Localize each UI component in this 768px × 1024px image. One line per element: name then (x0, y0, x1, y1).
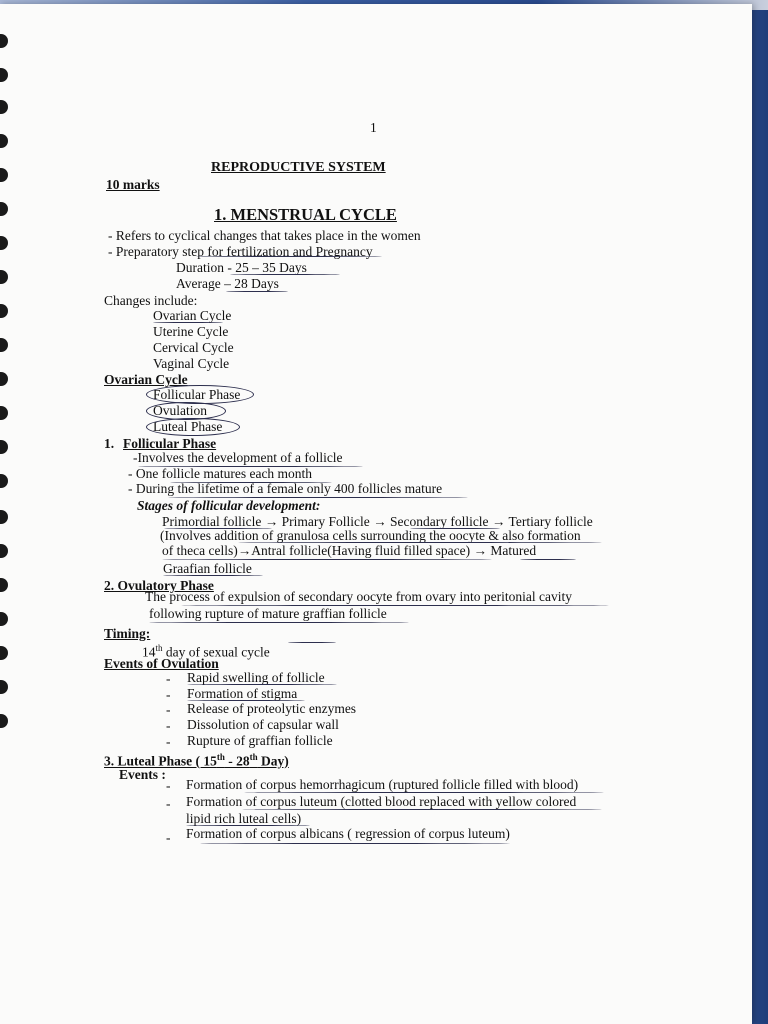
ovarian-phase-item: Ovulation (153, 403, 207, 418)
luteal-event-item: lipid rich luteal cells) (186, 811, 302, 826)
luteal-event-item: Formation of corpus albicans ( regression of corpus luteum) (186, 826, 510, 841)
list-bullet: - (166, 734, 171, 749)
list-bullet: - (166, 718, 171, 733)
ovarian-cycle-heading: Ovarian Cycle (104, 372, 188, 387)
pen-circle (146, 418, 240, 436)
change-item: Ovarian Cycle (153, 308, 232, 323)
luteal-events-label: Events : (119, 767, 166, 782)
list-bullet: - (166, 796, 171, 811)
ovarian-phase-item: Follicular Phase (153, 387, 241, 402)
ovarian-phase-item: Luteal Phase (153, 419, 223, 434)
event-item: Rupture of graffian follicle (187, 733, 333, 748)
pen-underline (196, 256, 382, 257)
stages-line: Primordial follicle → Primary Follicle → Secondary follicle → Tertiary follicle (162, 514, 593, 529)
follicular-heading-number: 1. (104, 436, 115, 451)
follicular-heading: Follicular Phase (123, 436, 217, 451)
pen-underline (170, 482, 332, 483)
text-line: - Refers to cyclical changes that takes place in the women (108, 228, 421, 243)
ovulatory-heading: 2. Ovulatory Phase (104, 578, 214, 593)
stages-line: (Involves addition of granulosa cells surrounding the oocyte & also formation (160, 528, 581, 543)
pen-underline (410, 528, 500, 529)
timing-heading: Timing: (104, 626, 151, 641)
stages-line: Graafian follicle (163, 561, 252, 576)
pen-underline (187, 684, 337, 685)
average-line: Average – 28 Days (176, 276, 279, 291)
spiral-binding-holes (0, 34, 16, 734)
duration-line: Duration - 25 – 35 Days (176, 260, 307, 275)
event-item: Rapid swelling of follicle (187, 670, 325, 685)
pen-underline (226, 291, 288, 292)
timing-superscript: th (155, 643, 163, 653)
pen-underline (288, 642, 336, 643)
text-line: following rupture of mature graffian follicle (149, 606, 387, 621)
list-bullet: - (166, 702, 171, 717)
list-bullet: - (166, 687, 171, 702)
pen-underline (153, 322, 223, 323)
pen-circle (146, 385, 254, 404)
pen-underline (164, 528, 272, 529)
list-bullet: - (166, 830, 171, 845)
page-title: REPRODUCTIVE SYSTEM (211, 160, 386, 175)
timing-text: day of sexual cycle (162, 644, 270, 660)
change-item: Vaginal Cycle (153, 356, 230, 371)
pen-underline (230, 274, 340, 275)
event-item: Formation of stigma (187, 686, 298, 701)
timing-day-number: 14 (142, 644, 156, 660)
changes-label: Changes include: (104, 293, 198, 308)
pen-underline (200, 843, 510, 844)
luteal-event-item: Formation of corpus luteum (clotted blood replaced with yellow colored (186, 794, 577, 809)
luteal-superscript: th (216, 752, 225, 762)
notes-page (0, 4, 752, 1024)
luteal-superscript: th (249, 752, 258, 762)
text-line: - During the lifetime of a female only 400 follicles mature (128, 481, 443, 496)
pen-underline (149, 622, 409, 623)
luteal-heading-mid: - 28 (224, 753, 250, 769)
stages-line: of theca cells)→Antral follicle(Having fluid filled space) → Matured (162, 543, 537, 558)
luteal-heading-start: 3. Luteal Phase ( 15 (104, 753, 217, 769)
pen-underline (186, 825, 310, 826)
pen-underline (242, 809, 602, 810)
change-item: Cervical Cycle (153, 340, 234, 355)
page-number: 1 (370, 120, 377, 135)
pen-underline (138, 466, 363, 467)
list-bullet: - (166, 778, 171, 793)
list-bullet: - (166, 671, 171, 686)
pen-underline (244, 792, 604, 793)
stages-heading: Stages of follicular development: (137, 498, 321, 513)
section-heading-menstrual-cycle: 1. MENSTRUAL CYCLE (214, 205, 397, 224)
event-item: Dissolution of capsular wall (187, 717, 339, 732)
events-of-ovulation-heading: Events of Ovulation (104, 656, 219, 671)
pen-underline (163, 575, 263, 576)
text-line: -Involves the development of a follicle (133, 450, 343, 465)
pen-underline (520, 559, 576, 560)
pen-underline (162, 559, 492, 560)
marks-label: 10 marks (106, 177, 160, 192)
text-line: - Preparatory step for fertilization and Pregnancy (108, 244, 373, 259)
pen-underline (187, 700, 305, 701)
text-line: The process of expulsion of secondary oocyte from ovary into peritonial cavity (145, 589, 572, 604)
text-line: - One follicle matures each month (128, 466, 313, 481)
pen-underline (168, 497, 468, 498)
pen-underline (180, 605, 610, 606)
change-item: Uterine Cycle (153, 324, 229, 339)
event-item: Release of proteolytic enzymes (187, 701, 357, 716)
pen-underline (238, 542, 602, 543)
luteal-event-item: Formation of corpus hemorrhagicum (ruptured follicle filled with blood) (186, 777, 579, 792)
luteal-heading-end: Day) (257, 753, 289, 769)
